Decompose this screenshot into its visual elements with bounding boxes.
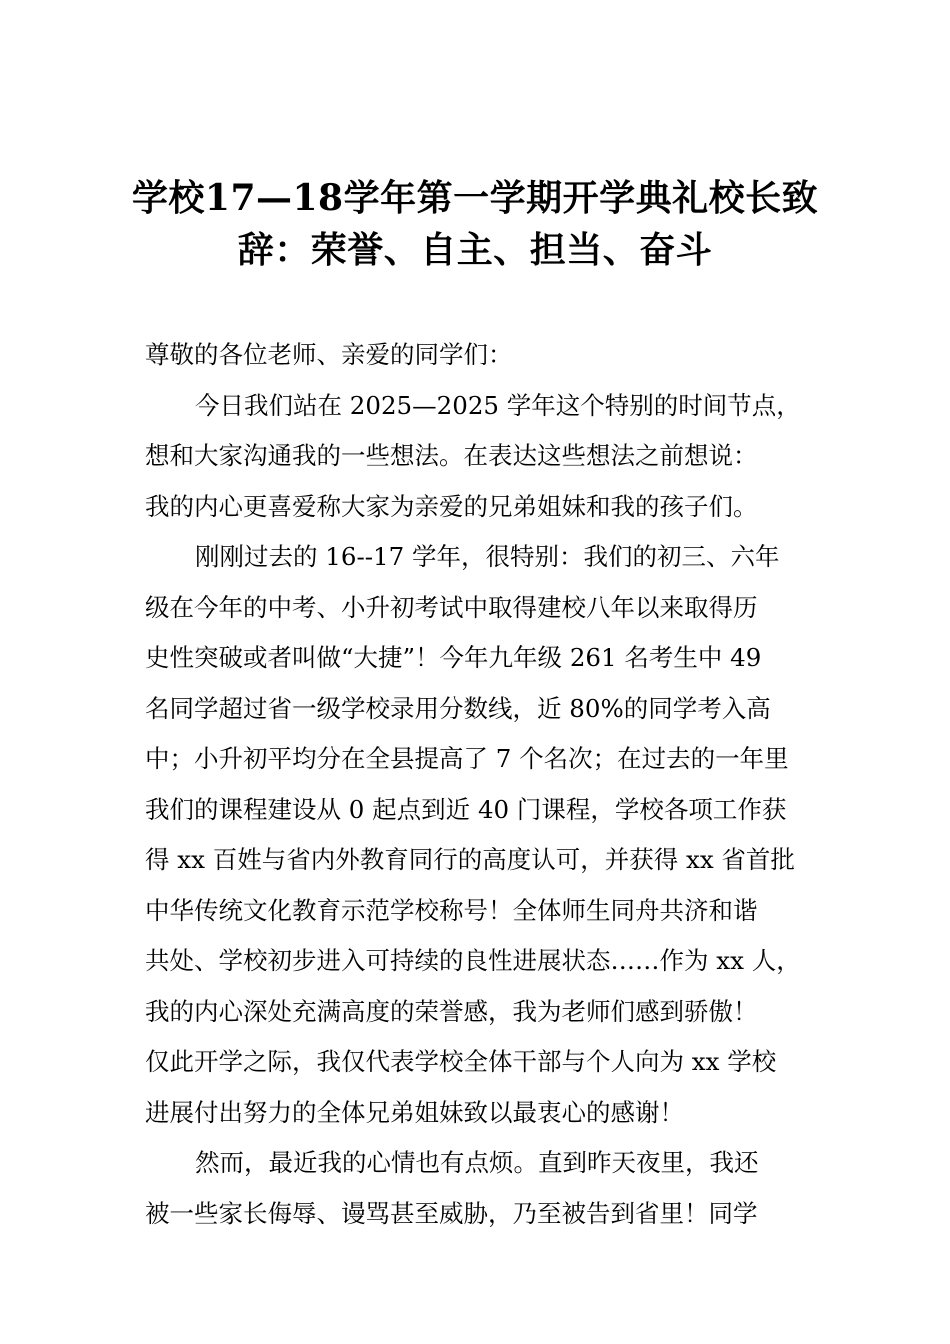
document-title <box>100 172 850 276</box>
body-text-line: 我的内心更喜爱称大家为亲爱的兄弟姐妹和我的孩子们。 <box>145 491 758 521</box>
body-text-line: 刚刚过去的 16--17 学年，很特别：我们的初三、六年 <box>195 542 780 571</box>
body-text-line: 共处、学校初步进入可持续的良性进展状态……作为 xx 人， <box>145 946 801 975</box>
body-text-line: 尊敬的各位老师、亲爱的同学们： <box>145 340 513 369</box>
body-text-line: 仅此开学之际，我仅代表学校全体干部与个人向为 xx 学校 <box>145 1047 777 1076</box>
body-text-line: 名同学超过省一级学校录用分数线，近 80%的同学考入高 <box>145 693 771 723</box>
document-body <box>145 330 825 1239</box>
body-text-line: 今日我们站在 2025—2025 学年这个特别的时间节点， <box>195 390 801 420</box>
body-text-line: 级在今年的中考、小升初考试中取得建校八年以来取得历 <box>145 592 758 622</box>
body-text-line: 想和大家沟通我的一些想法。在表达这些想法之前想说： <box>145 441 758 470</box>
body-text-line: 史性突破或者叫做“大捷”！今年九年级 261 名考生中 49 <box>145 643 762 672</box>
body-text-line: 得 xx 百姓与省内外教育同行的高度认可，并获得 xx 省首批 <box>145 845 795 874</box>
body-text-line: 中；小升初平均分在全县提高了 7 个名次；在过去的一年里 <box>145 744 789 773</box>
body-text-line: 进展付出努力的全体兄弟姐妹致以最衷心的感谢！ <box>145 1097 684 1127</box>
title-line-2: 辞：荣誉、自主、担当、奋斗 <box>237 229 713 271</box>
body-text-line: 然而，最近我的心情也有点烦。直到昨天夜里，我还 <box>195 1148 759 1177</box>
title-line-1: 学校17—18学年第一学期开学典礼校长致 <box>131 177 819 219</box>
body-text-line: 被一些家长侮辱、谩骂甚至威胁，乃至被告到省里！同学 <box>145 1198 758 1228</box>
body-text-line: 中华传统文化教育示范学校称号！全体师生同舟共济和谐 <box>145 895 758 925</box>
body-text-line: 我的内心深处充满高度的荣誉感，我为老师们感到骄傲！ <box>145 996 758 1026</box>
body-text-line: 我们的课程建设从 0 起点到近 40 门课程，学校各项工作获 <box>145 794 787 824</box>
